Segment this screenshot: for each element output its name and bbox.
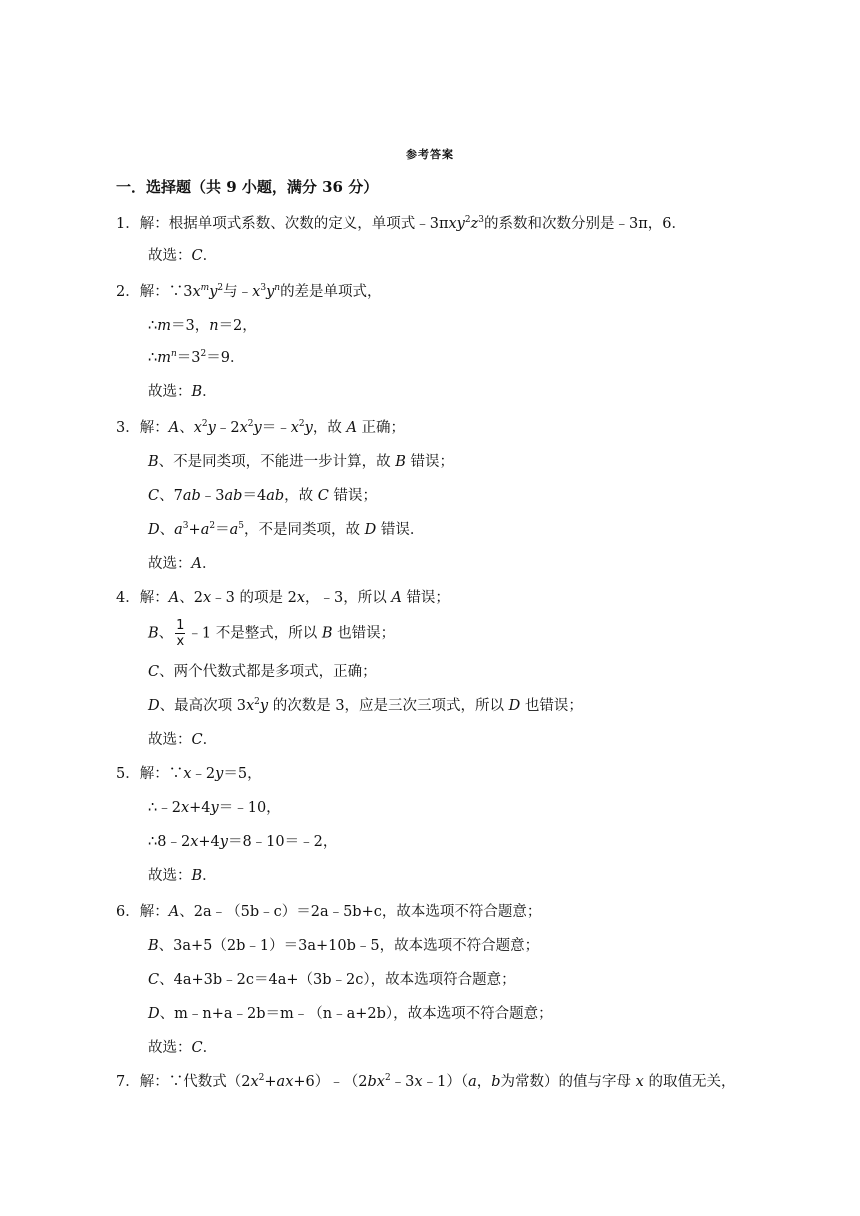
q4-line-a: 4．解：A、2x﹣3 的项是 2x，﹣3，所以 A 错误； [116,590,450,606]
q3-line-b: B、不是同类项，不能进一步计算，故 B 错误； [148,454,455,470]
q6-line-d: D、m﹣n+a﹣2b＝m﹣（n﹣a+2b），故本选项不符合题意； [148,1006,553,1022]
q5-line-2: ∴﹣2x+4y＝﹣10， [148,800,281,816]
q2-line-1: 2．解：$\because 3x^my^2$与$﹣x^3y^n$的差是单项式， [116,283,382,300]
q4-line-d: D、最高次项 $3x^2y$ 的次数是 3，应是三次三项式，所以 D 也错误； [148,697,583,714]
q5-line-1: 5．解：∵x﹣2y＝5， [116,766,262,782]
q6-answer: 故选：C． [148,1040,218,1056]
q7-line-1: 7．解：∵代数式$(2x^2+ax+6)﹣(2bx^2﹣3x﹣1)(a$，b为常数）的值与字母 x 的取值无关， [116,1073,736,1090]
q6-line-a: 6．解：A、2a﹣（5b﹣c）＝2a﹣5b+c，故本选项不符合题意； [116,904,542,920]
q1-answer: 故选：C． [148,248,218,264]
q6-line-b: B、3a+5（2b﹣1）＝3a+10b﹣5，故本选项不符合题意； [148,938,540,954]
q3-line-a: 3．解：A、$x^2y﹣2x^2y=﹣x^2y$，故 A 正确； [116,419,406,436]
page-title: 参考答案 [406,148,454,161]
q4-line-c: C、两个代数式都是多项式，正确； [148,664,377,680]
section-title: 一．选择题（共 9 小题，满分 36 分） [116,178,379,196]
q2-line-3: $\therefore m^n=3^2=9$． [148,349,245,366]
q2-line-2: ∴m＝3，n＝2， [148,318,257,334]
q3-line-c: C、7ab﹣3ab＝4ab，故 C 错误； [148,488,377,504]
q6-line-c: C、4a+3b﹣2c＝4a+（3b﹣2c），故本选项符合题意； [148,972,516,988]
q3-line-d: D、$a^3+a^2=a^5$，不是同类项，故 D 错误． [148,521,425,538]
fraction: $\frac{1}{x}$ [176,618,185,649]
q4-line-b: B、 $\frac{1}{x}$ ﹣1 不是整式，所以 B 也错误； [148,618,396,649]
q1-line-1: 1．解：根据单项式系数、次数的定义，单项式$﹣3\pi xy^2z^3$的系数和次数分别是﹣3π，6． [116,215,686,232]
q3-answer: 故选：A． [148,556,217,572]
q5-answer: 故选：B． [148,868,217,884]
q2-answer: 故选：B． [148,384,217,400]
q5-line-3: ∴8﹣2x+4y＝8﹣10＝﹣2， [148,834,338,850]
q4-answer: 故选：C． [148,732,218,748]
